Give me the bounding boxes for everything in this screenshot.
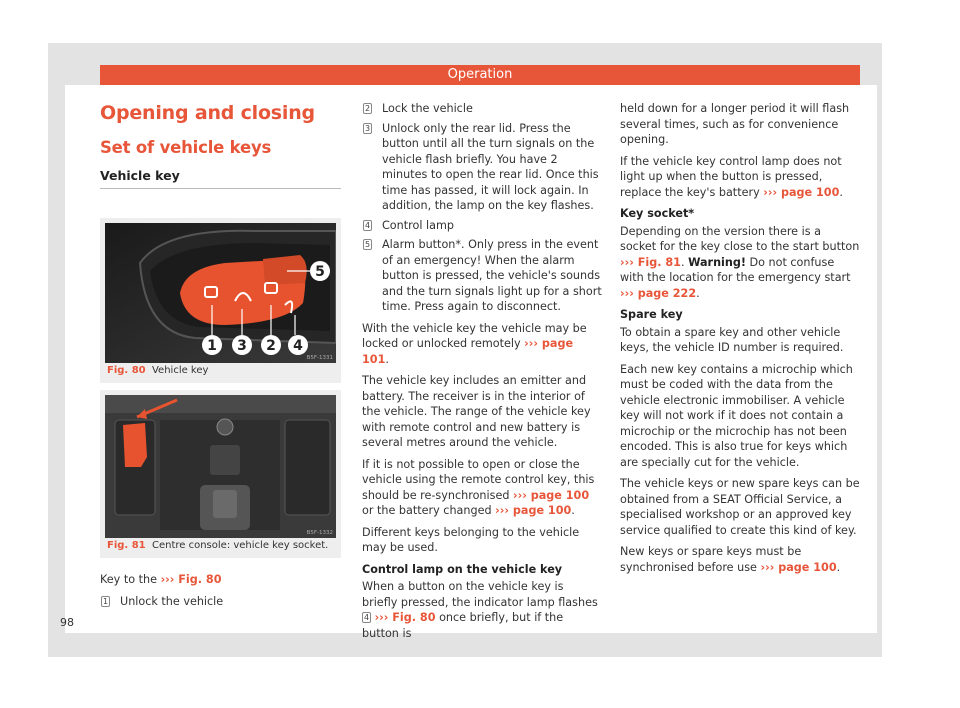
legend-text: Unlock only the rear lid. Press the button until all the turn signals on the vehicle flash briefly. You have 2 minutes to open the rear lid. Once this time has passed, it will lock again. In addition, the lamp on the key flashes.: [382, 121, 599, 212]
callout-5: 5: [315, 264, 325, 280]
warning-label: Warning!: [688, 255, 746, 269]
figure-81: [100, 390, 341, 558]
paragraph: New keys or spare keys must be synchronised before use ››› page 100.: [620, 545, 841, 574]
key-legend: [100, 572, 345, 613]
vehicle-key-image: [105, 223, 336, 363]
subheading: Spare key: [620, 308, 683, 321]
topic-title: Vehicle key: [100, 168, 180, 183]
paragraph: The vehicle key includes an emitter and battery. The receiver is in the interior of the vehicle. The range of the vehicle key with remote control and new battery is several metres around the vehicle.: [362, 374, 591, 449]
page-ref: ››› page 100: [495, 504, 572, 517]
paragraph-text: New keys or spare keys must be synchronised before use: [620, 545, 802, 574]
chapter-header: Operation: [100, 65, 860, 85]
legend-item-5: [362, 237, 602, 315]
subsection-title: Set of vehicle keys: [100, 138, 272, 157]
callout-4: 4: [293, 338, 303, 354]
paragraph-text: Depending on the version there is a socket for the key close to the start button: [620, 224, 860, 253]
figure-label: Fig. 80: [107, 365, 146, 376]
paragraph-text: Do not confuse with the location for the emergency start: [620, 255, 851, 284]
legend-item-4: [362, 218, 602, 234]
middle-column: [362, 101, 602, 647]
legend-number: 2: [364, 104, 371, 113]
paragraph: Each new key contains a microchip which must be coded with the data from the vehicle electronic immobiliser. A vehicle key will not work if it does not contain a microchip or the microchip has not been encoded. This is also true for keys which are specially cut for the vehicle.: [620, 362, 853, 469]
paragraph-text: If it is not possible to open or close the vehicle using the remote control key, this should be re-synchronised: [362, 457, 595, 502]
page-ref: ››› page 100: [763, 185, 840, 199]
figure-caption-text: Centre console: vehicle key socket.: [151, 540, 329, 551]
callout-3: 3: [237, 338, 247, 354]
legend-text: Alarm button*. Only press in the event of an emergency! When the alarm button is pressed, the vehicle's sounds and the turn signals light up for a short time. Press again to disconnect.: [382, 238, 602, 313]
paragraph: To obtain a spare key and other vehicle keys, the vehicle ID number is required.: [620, 325, 844, 354]
paragraph-text: once briefly, but if the button is: [362, 611, 564, 640]
paragraph: Depending on the version there is a socket for the key close to the start button ››› Fig. 81. Warning! Do not confuse with the location for the emergency start ››› page 222.: [620, 224, 860, 300]
fig-ref: ››› Fig. 80: [374, 611, 436, 624]
console-image: [105, 395, 336, 538]
legend-item-2: [362, 101, 602, 117]
legend-item-1: [100, 594, 345, 610]
centre-console-illustration: [105, 395, 336, 538]
callout-1: 1: [207, 338, 217, 354]
legend-item-3: [362, 121, 602, 214]
left-column: [100, 102, 345, 189]
paragraph-text: If the vehicle key control lamp does not light up when the button is pressed, replace the key's battery: [620, 154, 842, 199]
paragraph-text: When a button on the vehicle key is briefly pressed, the indicator lamp flashes: [362, 580, 598, 609]
paragraph: With the vehicle key the vehicle may be locked or unlocked remotely ››› page 101.: [362, 321, 587, 366]
legend-number: 1: [102, 596, 109, 606]
figure-code: B5F-1331: [306, 355, 333, 361]
callout-2: 2: [266, 338, 276, 354]
page-ref: ››› page 222: [620, 286, 697, 300]
figure-caption: [107, 540, 328, 551]
paragraph-text: With the vehicle key the vehicle may be locked or unlocked remotely: [362, 321, 587, 350]
page-ref: ››› page 100: [760, 560, 837, 574]
page-number: 98: [60, 616, 74, 629]
paragraph: held down for a longer period it will flash several times, such as for convenience opening.: [620, 102, 850, 146]
vehicle-key-illustration: [105, 223, 336, 363]
subheading: Control lamp on the vehicle key: [362, 562, 563, 576]
legend-number: 3: [364, 123, 371, 133]
figure-caption: [107, 365, 208, 376]
legend-number: 4: [364, 220, 371, 230]
legend-number: 5: [364, 240, 371, 249]
paragraph: [362, 579, 602, 641]
page-ref: ››› page 100: [513, 488, 590, 502]
legend-text: Control lamp: [382, 218, 454, 232]
divider: [100, 188, 341, 189]
paragraph: If it is not possible to open or close the vehicle using the remote control key, this should be re-synchronised ››› page 100 or the battery changed ››› page 100.: [362, 457, 595, 517]
figure-code: B5F-1332: [306, 530, 333, 536]
legend-text: Unlock the vehicle: [120, 594, 224, 608]
legend-text: Lock the vehicle: [382, 102, 473, 115]
subheading: Key socket*: [620, 207, 695, 220]
page-ref: ››› page 101: [362, 337, 574, 366]
paragraph-text: or the battery changed: [362, 504, 492, 517]
fig-ref: ››› Fig. 81: [620, 255, 681, 269]
figure-80: [100, 218, 341, 383]
figure-caption-text: Vehicle key: [151, 365, 209, 376]
inline-number: 4: [363, 613, 370, 622]
right-column: [620, 101, 860, 581]
section-title: Opening and closing: [100, 102, 315, 124]
figure-label: Fig. 81: [107, 540, 146, 551]
paragraph: If the vehicle key control lamp does not light up when the button is pressed, replace the key's battery ››› page 100.: [620, 154, 843, 199]
fig-ref: ››› Fig. 80: [160, 573, 222, 586]
key-to-text: Key to the: [100, 573, 157, 586]
paragraph: Different keys belonging to the vehicle may be used.: [362, 525, 580, 554]
paragraph: The vehicle keys or new spare keys can be obtained from a SEAT Official Service, a specialised workshop or an approved key service qualified to create this kind of key.: [620, 477, 860, 537]
